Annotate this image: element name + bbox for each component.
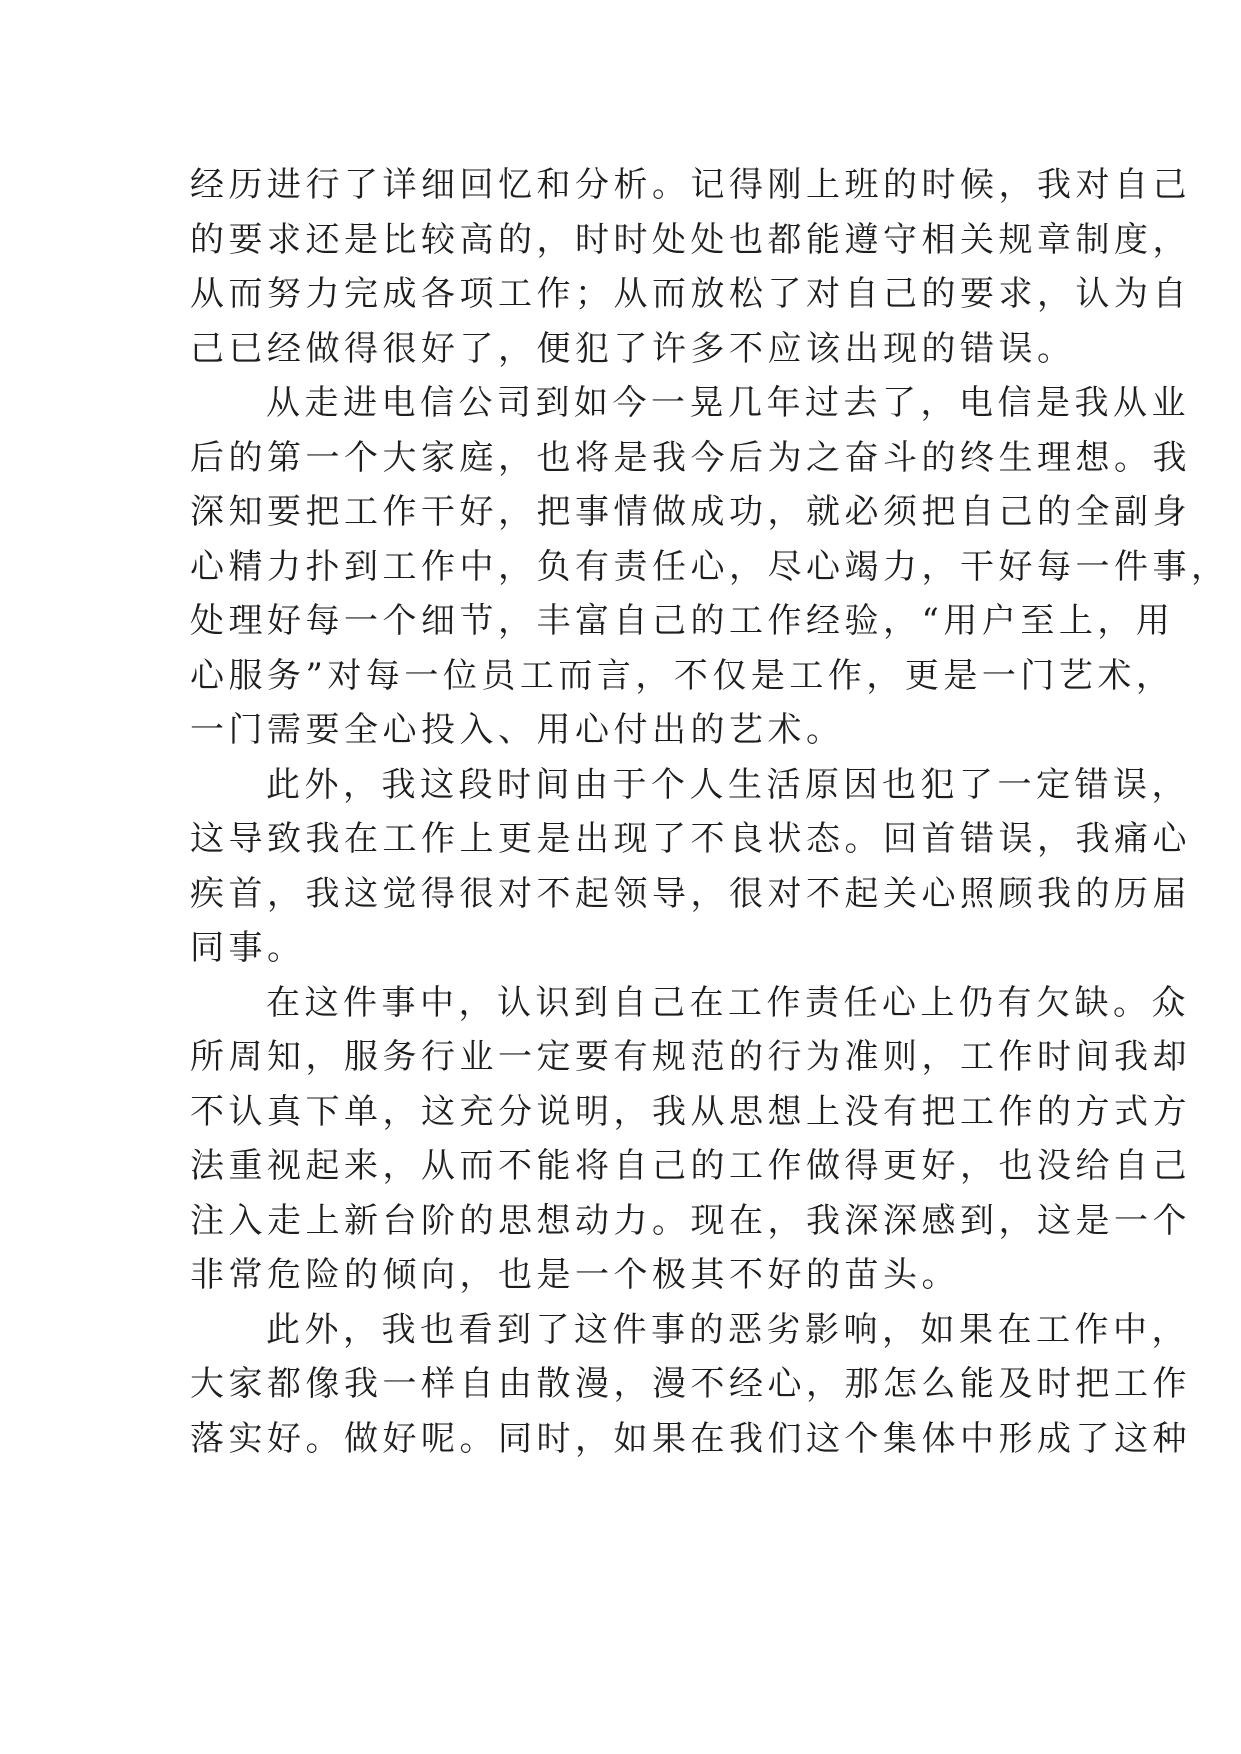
text-line: 非常危险的倾向，也是一个极其不好的苗头。 [190,1255,960,1295]
text-line: 此外，我这段时间由于个人生活原因也犯了一定错误， [266,764,1190,805]
text-line: 大家都像我一样自由散漫，漫不经心，那怎么能及时把工作 [190,1364,1191,1404]
text-line: 疾首，我这觉得很对不起领导，很对不起关心照顾我的历届 [190,873,1191,914]
text-line: 处理好每一个细节，丰富自己的工作经验，“用户至上，用 [190,601,1175,641]
text-line: 后的第一个大家庭，也将是我今后为之奋斗的终生理想。我 [190,437,1191,478]
document-body [190,158,1230,1466]
text-line: 从走进电信公司到如今一晃几年过去了，电信是我从业 [266,383,1190,423]
text-line: 在这件事中，认识到自己在工作责任心上仍有欠缺。众 [266,982,1190,1023]
text-line: 落实好。做好呢。同时，如果在我们这个集体中形成了这种 [190,1418,1191,1459]
text-line: 经历进行了详细回忆和分析。记得刚上班的时候，我对自己 [190,165,1191,205]
text-line: 此外，我也看到了这件事的恶劣影响，如果在工作中， [266,1309,1190,1350]
text-line: 所周知，服务行业一定要有规范的行为准则，工作时间我却 [190,1037,1191,1077]
text-line: 一门需要全心投入、用心付出的艺术。 [190,710,845,750]
text-line: 同事。 [190,928,306,968]
text-line: 心服务”对每一位员工而言，不仅是工作，更是一门艺术， [190,655,1175,696]
text-line: 心精力扑到工作中，负有责任心，尽心竭力，干好每一件事， [190,546,1230,587]
text-line: 不认真下单，这充分说明，我从思想上没有把工作的方式方 [190,1091,1191,1132]
text-line: 这导致我在工作上更是出现了不良状态。回首错误，我痛心 [190,819,1191,859]
text-line: 的要求还是比较高的，时时处处也都能遵守相关规章制度， [190,219,1191,260]
text-line: 深知要把工作干好，把事情做成功，就必须把自己的全副身 [190,492,1191,532]
text-line: 从而努力完成各项工作；从而放松了对自己的要求，认为自 [190,274,1191,314]
text-line: 法重视起来，从而不能将自己的工作做得更好，也没给自己 [190,1146,1191,1186]
text-line: 己已经做得很好了，便犯了许多不应该出现的错误。 [190,328,1076,369]
text-line: 注入走上新台阶的思想动力。现在，我深深感到，这是一个 [190,1200,1191,1241]
